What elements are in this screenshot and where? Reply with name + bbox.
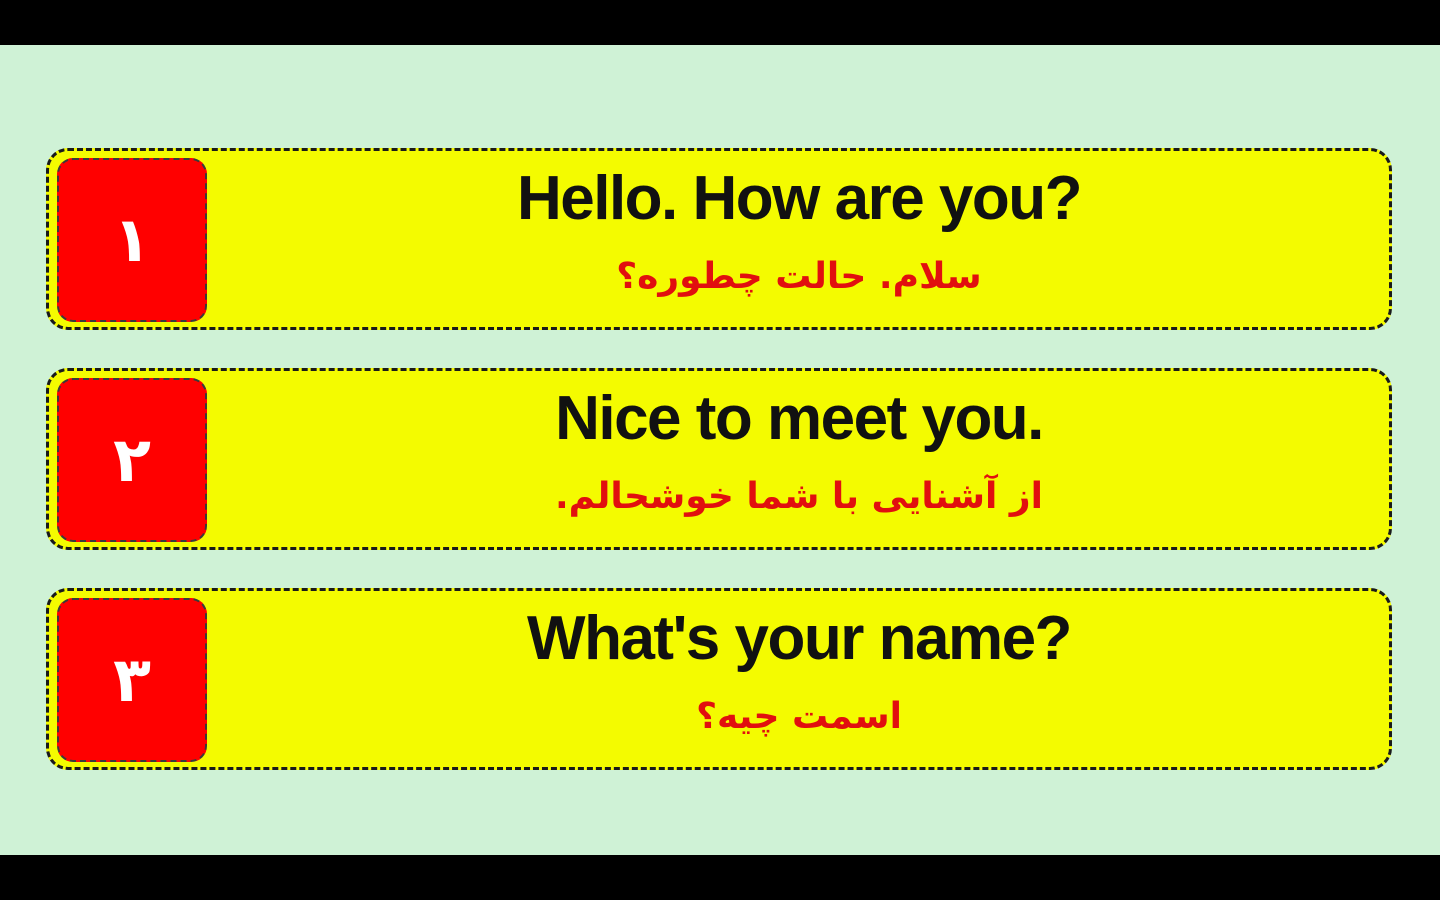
phrase-number: ٣ [113, 643, 151, 716]
phrase-persian: اسمت چیه؟ [696, 696, 902, 737]
phrase-persian: از آشنایی با شما خوشحالم. [555, 476, 1043, 517]
phrase-number-badge [57, 598, 207, 762]
phrase-card [46, 368, 1392, 550]
phrase-number-badge [57, 158, 207, 322]
phrase-english: What's your name? [527, 604, 1071, 673]
lesson-screen [0, 45, 1440, 855]
phrase-card [46, 588, 1392, 770]
phrase-number: ٢ [113, 423, 151, 496]
phrase-number: ١ [113, 203, 151, 276]
phrase-number-badge [57, 378, 207, 542]
phrase-persian: سلام. حالت چطوره؟ [616, 256, 982, 297]
phrase-english: Hello. How are you? [516, 164, 1082, 233]
phrase-english: Nice to meet you. [555, 384, 1043, 453]
phrase-card [46, 148, 1392, 330]
